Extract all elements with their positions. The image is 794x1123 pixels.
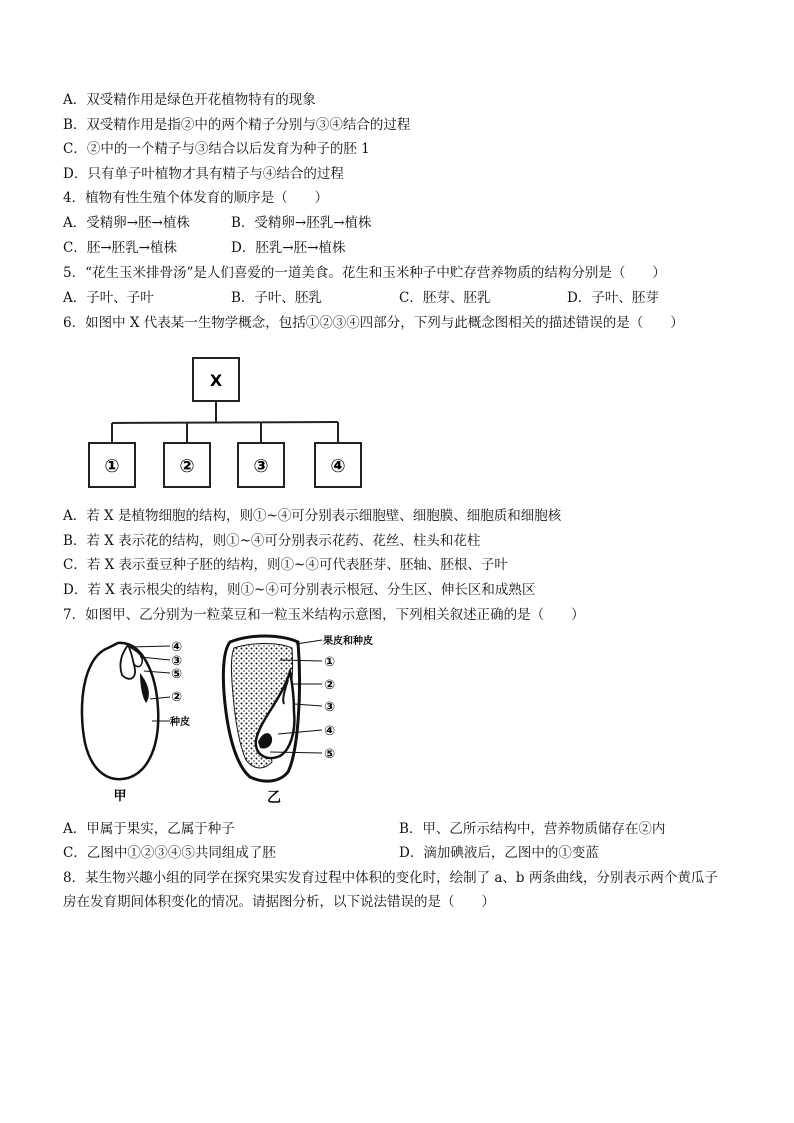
- q4-option-d: D．胚乳→胚→植株: [231, 240, 346, 256]
- q7-option-d: D．滴加碘液后，乙图中的①变蓝: [399, 845, 599, 861]
- q4-stem: 4．植物有性生殖个体发育的顺序是（ ）: [63, 190, 329, 206]
- concept-child-4: ④: [330, 456, 346, 477]
- q5-option-c: C．胚芽、胚乳: [399, 290, 491, 306]
- q3-option-a: A．双受精作用是绿色开花植物特有的现象: [63, 92, 316, 108]
- concept-diagram: [80, 350, 380, 495]
- corn-label-4: ④: [324, 724, 336, 739]
- concept-child-3: ③: [253, 456, 269, 477]
- bean-label-4: ④: [171, 640, 183, 655]
- corn-label-pericarp-seedcoat: 果皮和种皮: [323, 636, 373, 647]
- corn-caption: 乙: [267, 790, 281, 806]
- bean-label-5: ⑤: [171, 667, 183, 682]
- q6-stem: 6．如图中 X 代表某一生物学概念，包括①②③④四部分，下列与此概念图相关的描述错误的是（ ）: [63, 315, 684, 331]
- q5-option-d: D．子叶、胚芽: [567, 290, 659, 306]
- q4-option-c: C．胚→胚乳→植株: [63, 240, 177, 256]
- concept-child-1: ①: [104, 456, 120, 477]
- corn-kernel-figure: [210, 632, 400, 812]
- q3-option-d: D．只有单子叶植物才具有精子与④结合的过程: [63, 166, 344, 182]
- q4-option-a: A．受精卵→胚→植株: [63, 215, 190, 231]
- q4-option-b: B．受精卵→胚乳→植株: [231, 215, 372, 231]
- q5-option-a: A．子叶、子叶: [63, 290, 154, 306]
- q5-option-b: B．子叶、胚乳: [231, 290, 322, 306]
- q7-option-b: B．甲、乙所示结构中，营养物质储存在②内: [399, 821, 666, 837]
- q8-stem-line2: 房在发育期间体积变化的情况。请据图分析，以下说法错误的是（ ）: [63, 894, 495, 910]
- q6-option-c: C．若 X 表示蚕豆种子胚的结构，则①~④可代表胚芽、胚轴、胚根、子叶: [63, 557, 508, 573]
- concept-root-label: X: [209, 371, 223, 390]
- bean-caption: 甲: [113, 789, 127, 804]
- corn-label-2: ②: [324, 678, 336, 693]
- corn-label-5: ⑤: [324, 747, 336, 762]
- q7-option-a: A．甲属于果实，乙属于种子: [63, 821, 235, 837]
- bean-label-seed-coat: 种皮: [170, 717, 190, 728]
- bean-seed-figure: [70, 633, 230, 808]
- q7-option-c: C．乙图中①②③④⑤共同组成了胚: [63, 845, 276, 861]
- corn-label-3: ③: [324, 700, 336, 715]
- q6-option-b: B．若 X 表示花的结构，则①~④可分别表示花药、花丝、柱头和花柱: [63, 533, 481, 549]
- q6-option-d: D．若 X 表示根尖的结构，则①~④可分别表示根冠、分生区、伸长区和成熟区: [63, 582, 536, 598]
- bean-label-3: ③: [171, 654, 183, 669]
- q3-option-b: B．双受精作用是指②中的两个精子分别与③④结合的过程: [63, 117, 411, 133]
- q5-stem: 5．“花生玉米排骨汤”是人们喜爱的一道美食。花生和玉米种子中贮存营养物质的结构分别是（ ）: [63, 265, 666, 281]
- bean-label-2: ②: [171, 690, 183, 705]
- concept-child-2: ②: [179, 456, 195, 477]
- q3-option-c: C．②中的一个精子与③结合以后发育为种子的胚 1: [63, 141, 370, 157]
- q7-stem: 7．如图甲、乙分别为一粒菜豆和一粒玉米结构示意图，下列相关叙述正确的是（ ）: [63, 607, 585, 623]
- corn-label-1: ①: [324, 655, 336, 670]
- q8-stem-line1: 8．某生物兴趣小组的同学在探究果实发育过程中体积的变化时，绘制了 a、b 两条曲线，分别表示两个黄瓜子: [63, 870, 718, 886]
- q6-option-a: A．若 X 是植物细胞的结构，则①~④可分别表示细胞壁、细胞膜、细胞质和细胞核: [63, 508, 562, 524]
